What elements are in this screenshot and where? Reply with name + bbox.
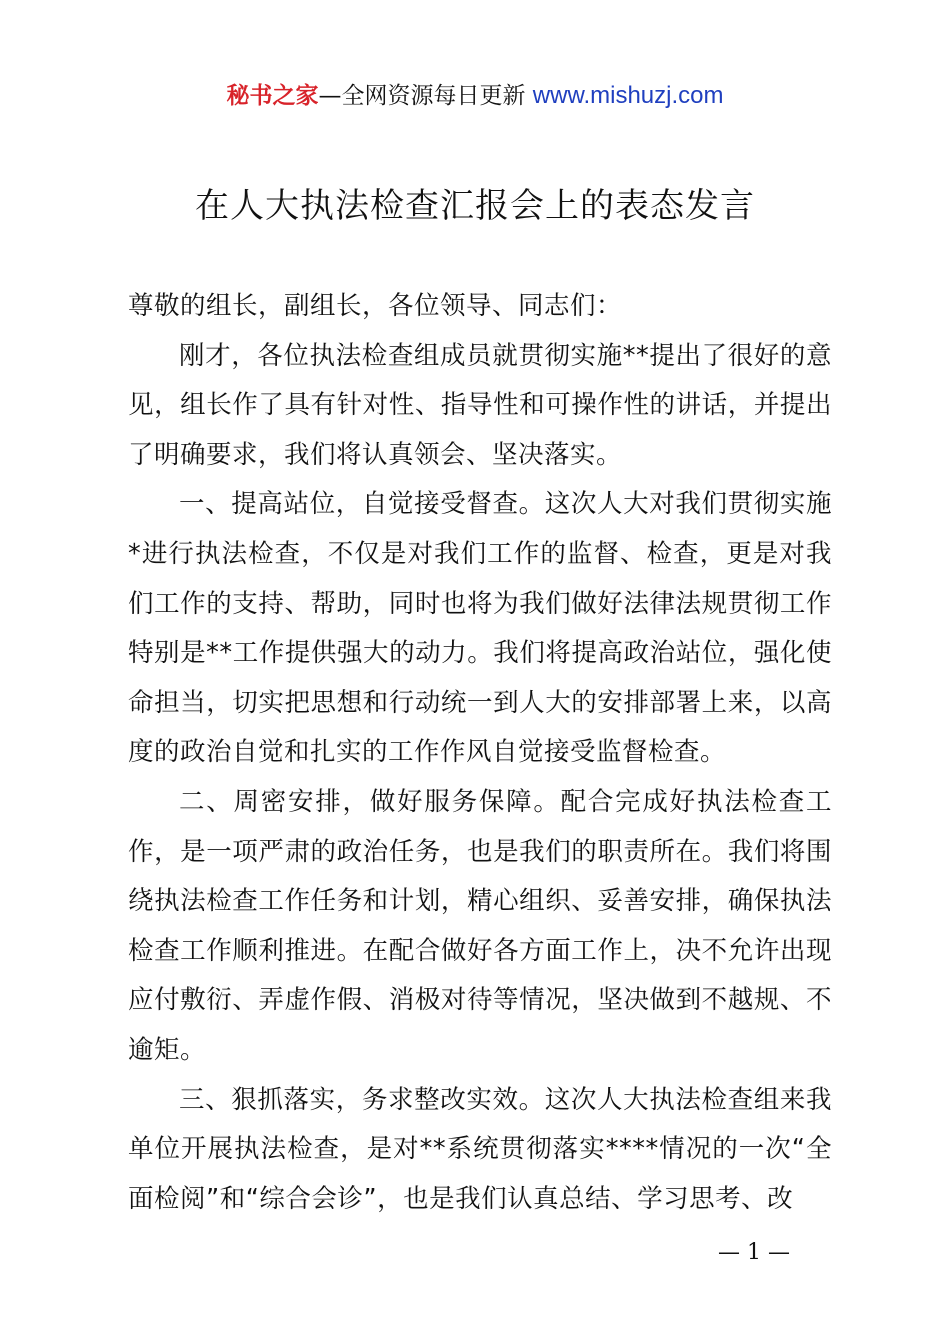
header-tagline: —全网资源每日更新 (318, 83, 533, 109)
salutation: 尊敬的组长，副组长，各位领导、同志们： (128, 291, 623, 321)
paragraph-point-one: 一、提高站位，自觉接受督查。这次人大对我们贯彻实施*进行执法检查，不仅是对我们工作的监督、检查，更是对我们工作的支持、帮助，同时也将为我们做好法律法规贯彻工作特别是**工作提供强大的动力。我们将提高政治站位，强化使命担当，切实把思想和行动统一到人大的安排部署上来，以高度的政治自觉和扎实的工作作风自觉接受监督检查。 (128, 489, 832, 768)
site-header (0, 80, 950, 112)
brand-name: 秘书之家 (226, 83, 319, 109)
document-body (128, 282, 832, 1224)
site-url-link[interactable]: www.mishuzj.com (532, 82, 724, 109)
document-title: 在人大执法检查汇报会上的表态发言 (195, 186, 755, 226)
paragraph-point-three: 三、狠抓落实，务求整改实效。这次人大执法检查组来我单位开展执法检查，是对**系统贯彻落实****情况的一次“全面检阅”和“综合会诊”，也是我们认真总结、学习思考、改 (128, 1084, 832, 1214)
paragraph-intro: 刚才，各位执法检查组成员就贯彻实施**提出了很好的意见，组长作了具有针对性、指导性和可操作性的讲话，并提出了明确要求，我们将认真领会、坚决落实。 (128, 340, 832, 470)
page-number: — 1 — (718, 1240, 790, 1265)
paragraph-point-two: 二、周密安排，做好服务保障。配合完成好执法检查工作，是一项严肃的政治任务，也是我们的职责所在。我们将围绕执法检查工作任务和计划，精心组织、妥善安排，确保执法检查工作顺利推进。在配合做好各方面工作上，决不允许出现应付敷衍、弄虚作假、消极对待等情况，坚决做到不越规、不逾矩。 (128, 786, 832, 1065)
